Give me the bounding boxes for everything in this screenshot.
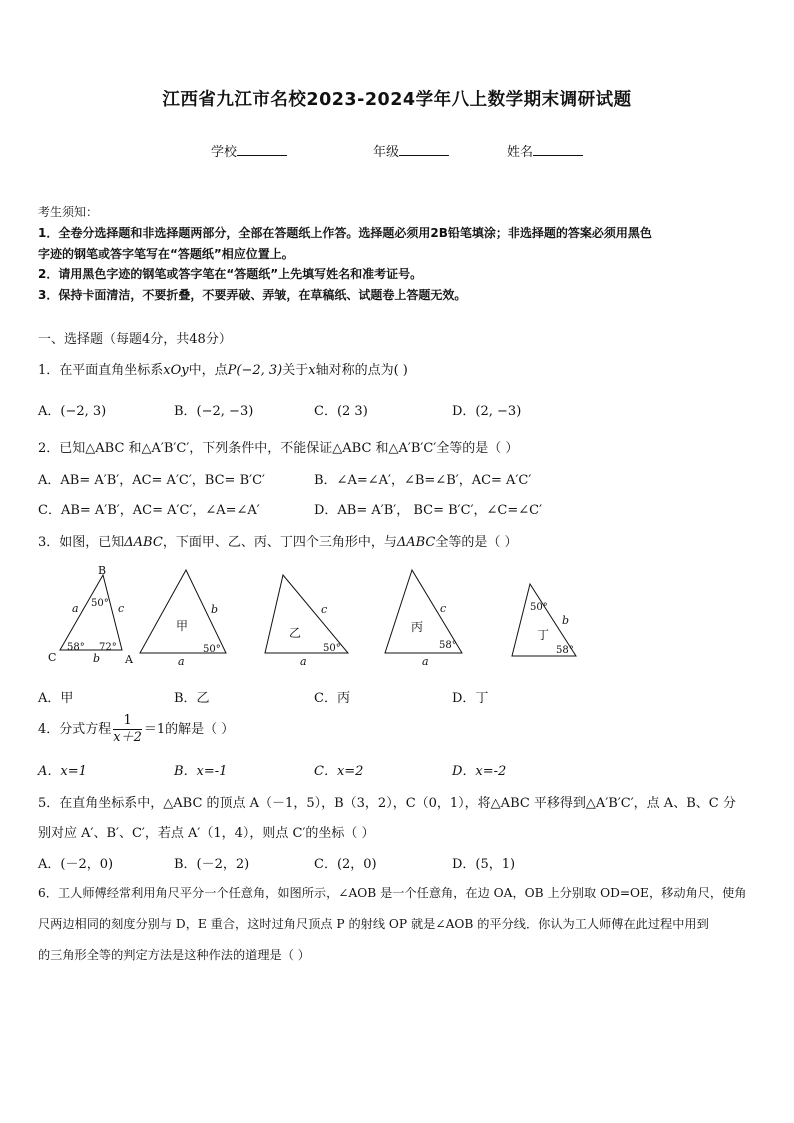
q4-text: ＝1的解是（ ）	[143, 722, 235, 737]
q2-option-b[interactable]: B．∠A=∠A′，∠B=∠B′，AC= A′C′	[314, 473, 532, 488]
q1-text: 中，点	[188, 363, 228, 378]
angle-50: 50°	[91, 598, 109, 609]
notice-item-1: 1．全卷分选择题和非选择题两部分，全部在答题纸上作答。选择题必须用2B铅笔填涂；非选择题的答案必须用黑色	[38, 226, 652, 240]
yi-side-c: c	[321, 603, 328, 616]
q3-option-d[interactable]: D．丁	[452, 691, 489, 706]
school-label: 学校	[211, 145, 238, 160]
name-blank[interactable]	[533, 143, 583, 156]
q1-coord-system: xOy	[163, 363, 189, 378]
notice-item-3: 3．保持卡面清洁，不要折叠，不要弄破、弄皱，在草稿纸、试题卷上答题无效。	[38, 288, 467, 302]
q4-denominator: x＋2	[113, 730, 142, 745]
notice-heading: 考生须知：	[38, 205, 99, 219]
q1-option-c[interactable]: C．(2 3)	[314, 404, 368, 419]
grade-blank[interactable]	[399, 143, 449, 156]
question-1	[38, 359, 408, 378]
angle-72: 72°	[99, 642, 117, 653]
yi-side-a: a	[300, 655, 307, 668]
q5-option-b[interactable]: B．(－2，2)	[174, 857, 250, 872]
question-2: 2．已知△ABC 和△A′B′C′，下列条件中，不能保证△ABC 和△A′B′C′全等的是（ ）	[38, 441, 519, 456]
q1-text: 轴对称的点为( )	[315, 363, 408, 378]
question-6-line-2: 尺两边相同的刻度分别与 D，E 重合，这时过角尺顶点 P 的射线 OP 就是∠AOB 的平分线．你认为工人师傅在此过程中用到	[38, 917, 709, 931]
jia-label: 甲	[176, 619, 189, 633]
question-6-line-1: 6．工人师傅经常利用角尺平分一个任意角，如图所示，∠AOB 是一个任意角，在边 OA，OB 上分别取 OD=OE，移动角尺，使角	[38, 886, 747, 900]
notice-item-2: 2．请用黑色字迹的钢笔或答字笔在“答题纸”上先填写姓名和准考证号。	[38, 267, 423, 281]
q3-option-c[interactable]: C．丙	[314, 691, 350, 706]
bing-side-a: a	[422, 655, 429, 668]
q4-option-c[interactable]: C．x=2	[314, 764, 364, 779]
q1-axis: x	[308, 363, 316, 378]
q5-option-a[interactable]: A．(－2，0)	[38, 857, 114, 872]
q3-option-a[interactable]: A．甲	[38, 691, 74, 706]
q4-option-d[interactable]: D．x=-2	[452, 764, 507, 779]
name-label: 姓名	[507, 145, 534, 160]
q5-option-d[interactable]: D．(5，1)	[452, 857, 516, 872]
q5-option-c[interactable]: C．(2，0)	[314, 857, 377, 872]
yi-label: 乙	[289, 626, 302, 640]
page-title: 江西省九江市名校2023-2024学年八上数学期末调研试题	[162, 90, 632, 110]
q2-option-a[interactable]: A．AB= A′B′，AC= A′C′，BC= B′C′	[38, 473, 265, 488]
ding-angle-top: 50°	[530, 602, 548, 613]
q3-text: ，下面甲、乙、丙、丁四个三角形中，与	[162, 535, 397, 550]
bing-side-c: c	[440, 602, 447, 615]
side-a: a	[72, 602, 79, 615]
q3-figure	[0, 560, 794, 670]
q1-text: 1．在平面直角坐标系	[38, 363, 164, 378]
name-field[interactable]	[507, 141, 583, 160]
q3-triangle: ΔABC	[396, 535, 436, 550]
q1-option-b[interactable]: B．(−2, −3)	[174, 404, 254, 419]
q2-option-d[interactable]: D．AB= A′B′， BC= B′C′，∠C=∠C′	[314, 503, 543, 518]
question-4	[38, 713, 234, 746]
q1-option-d[interactable]: D．(2, −3)	[452, 404, 522, 419]
question-5-line-2: 别对应 A′、B′、C′，若点 A′（1，4），则点 C′的坐标（ ）	[38, 826, 375, 841]
q4-option-b[interactable]: B．x=-1	[174, 764, 228, 779]
question-6-line-3: 的三角形全等的判定方法是这种作法的道理是（ ）	[38, 948, 310, 962]
q4-fraction	[113, 713, 142, 746]
label-c: C	[48, 651, 57, 664]
q3-text: 3．如图，已知	[38, 535, 125, 550]
side-b: b	[93, 652, 101, 665]
jia-side-b: b	[211, 603, 219, 616]
q1-text: 关于	[282, 363, 309, 378]
label-a: A	[125, 653, 133, 666]
jia-side-a: a	[178, 655, 185, 668]
side-c: c	[118, 602, 125, 615]
triangle-yi	[265, 575, 348, 653]
q1-point: P(−2, 3)	[227, 363, 283, 378]
bing-angle: 58°	[439, 640, 457, 651]
grade-field[interactable]	[373, 141, 449, 160]
q3-text: 全等的是（ ）	[435, 535, 518, 550]
question-5-line-1: 5．在直角坐标系中，△ABC 的顶点 A（－1，5），B（3，2），C（0，1），将△ABC 平移得到△A′B′C′，点 A、B、C 分	[38, 796, 736, 811]
school-blank[interactable]	[237, 143, 287, 156]
bing-label: 丙	[411, 620, 424, 634]
ding-side-b: b	[562, 614, 570, 627]
label-b: B	[98, 564, 107, 577]
question-3	[38, 531, 518, 550]
school-field[interactable]	[211, 141, 287, 160]
q4-option-a[interactable]: A．x=1	[38, 764, 87, 779]
triangle-abc	[60, 575, 125, 650]
q3-triangle: ΔABC	[124, 535, 163, 550]
grade-label: 年级	[373, 145, 400, 160]
q2-option-c[interactable]: C．AB= A′B′，AC= A′C′，∠A=∠A′	[38, 503, 260, 518]
section-heading: 一、选择题（每题4分，共48分）	[38, 332, 232, 347]
angle-58: 58°	[67, 642, 85, 653]
q1-option-a[interactable]: A．(−2, 3)	[38, 404, 107, 419]
notice-item-1-cont: 字迹的钢笔或答字笔写在“答题纸”相应位置上。	[38, 247, 294, 261]
q4-text: 4．分式方程	[38, 722, 112, 737]
q4-numerator: 1	[113, 713, 142, 730]
ding-label: 丁	[537, 628, 550, 642]
ding-angle-bottom: 58°	[556, 645, 574, 656]
q3-option-b[interactable]: B．乙	[174, 691, 210, 706]
jia-angle: 50°	[203, 644, 221, 655]
yi-angle: 50°	[323, 643, 341, 654]
